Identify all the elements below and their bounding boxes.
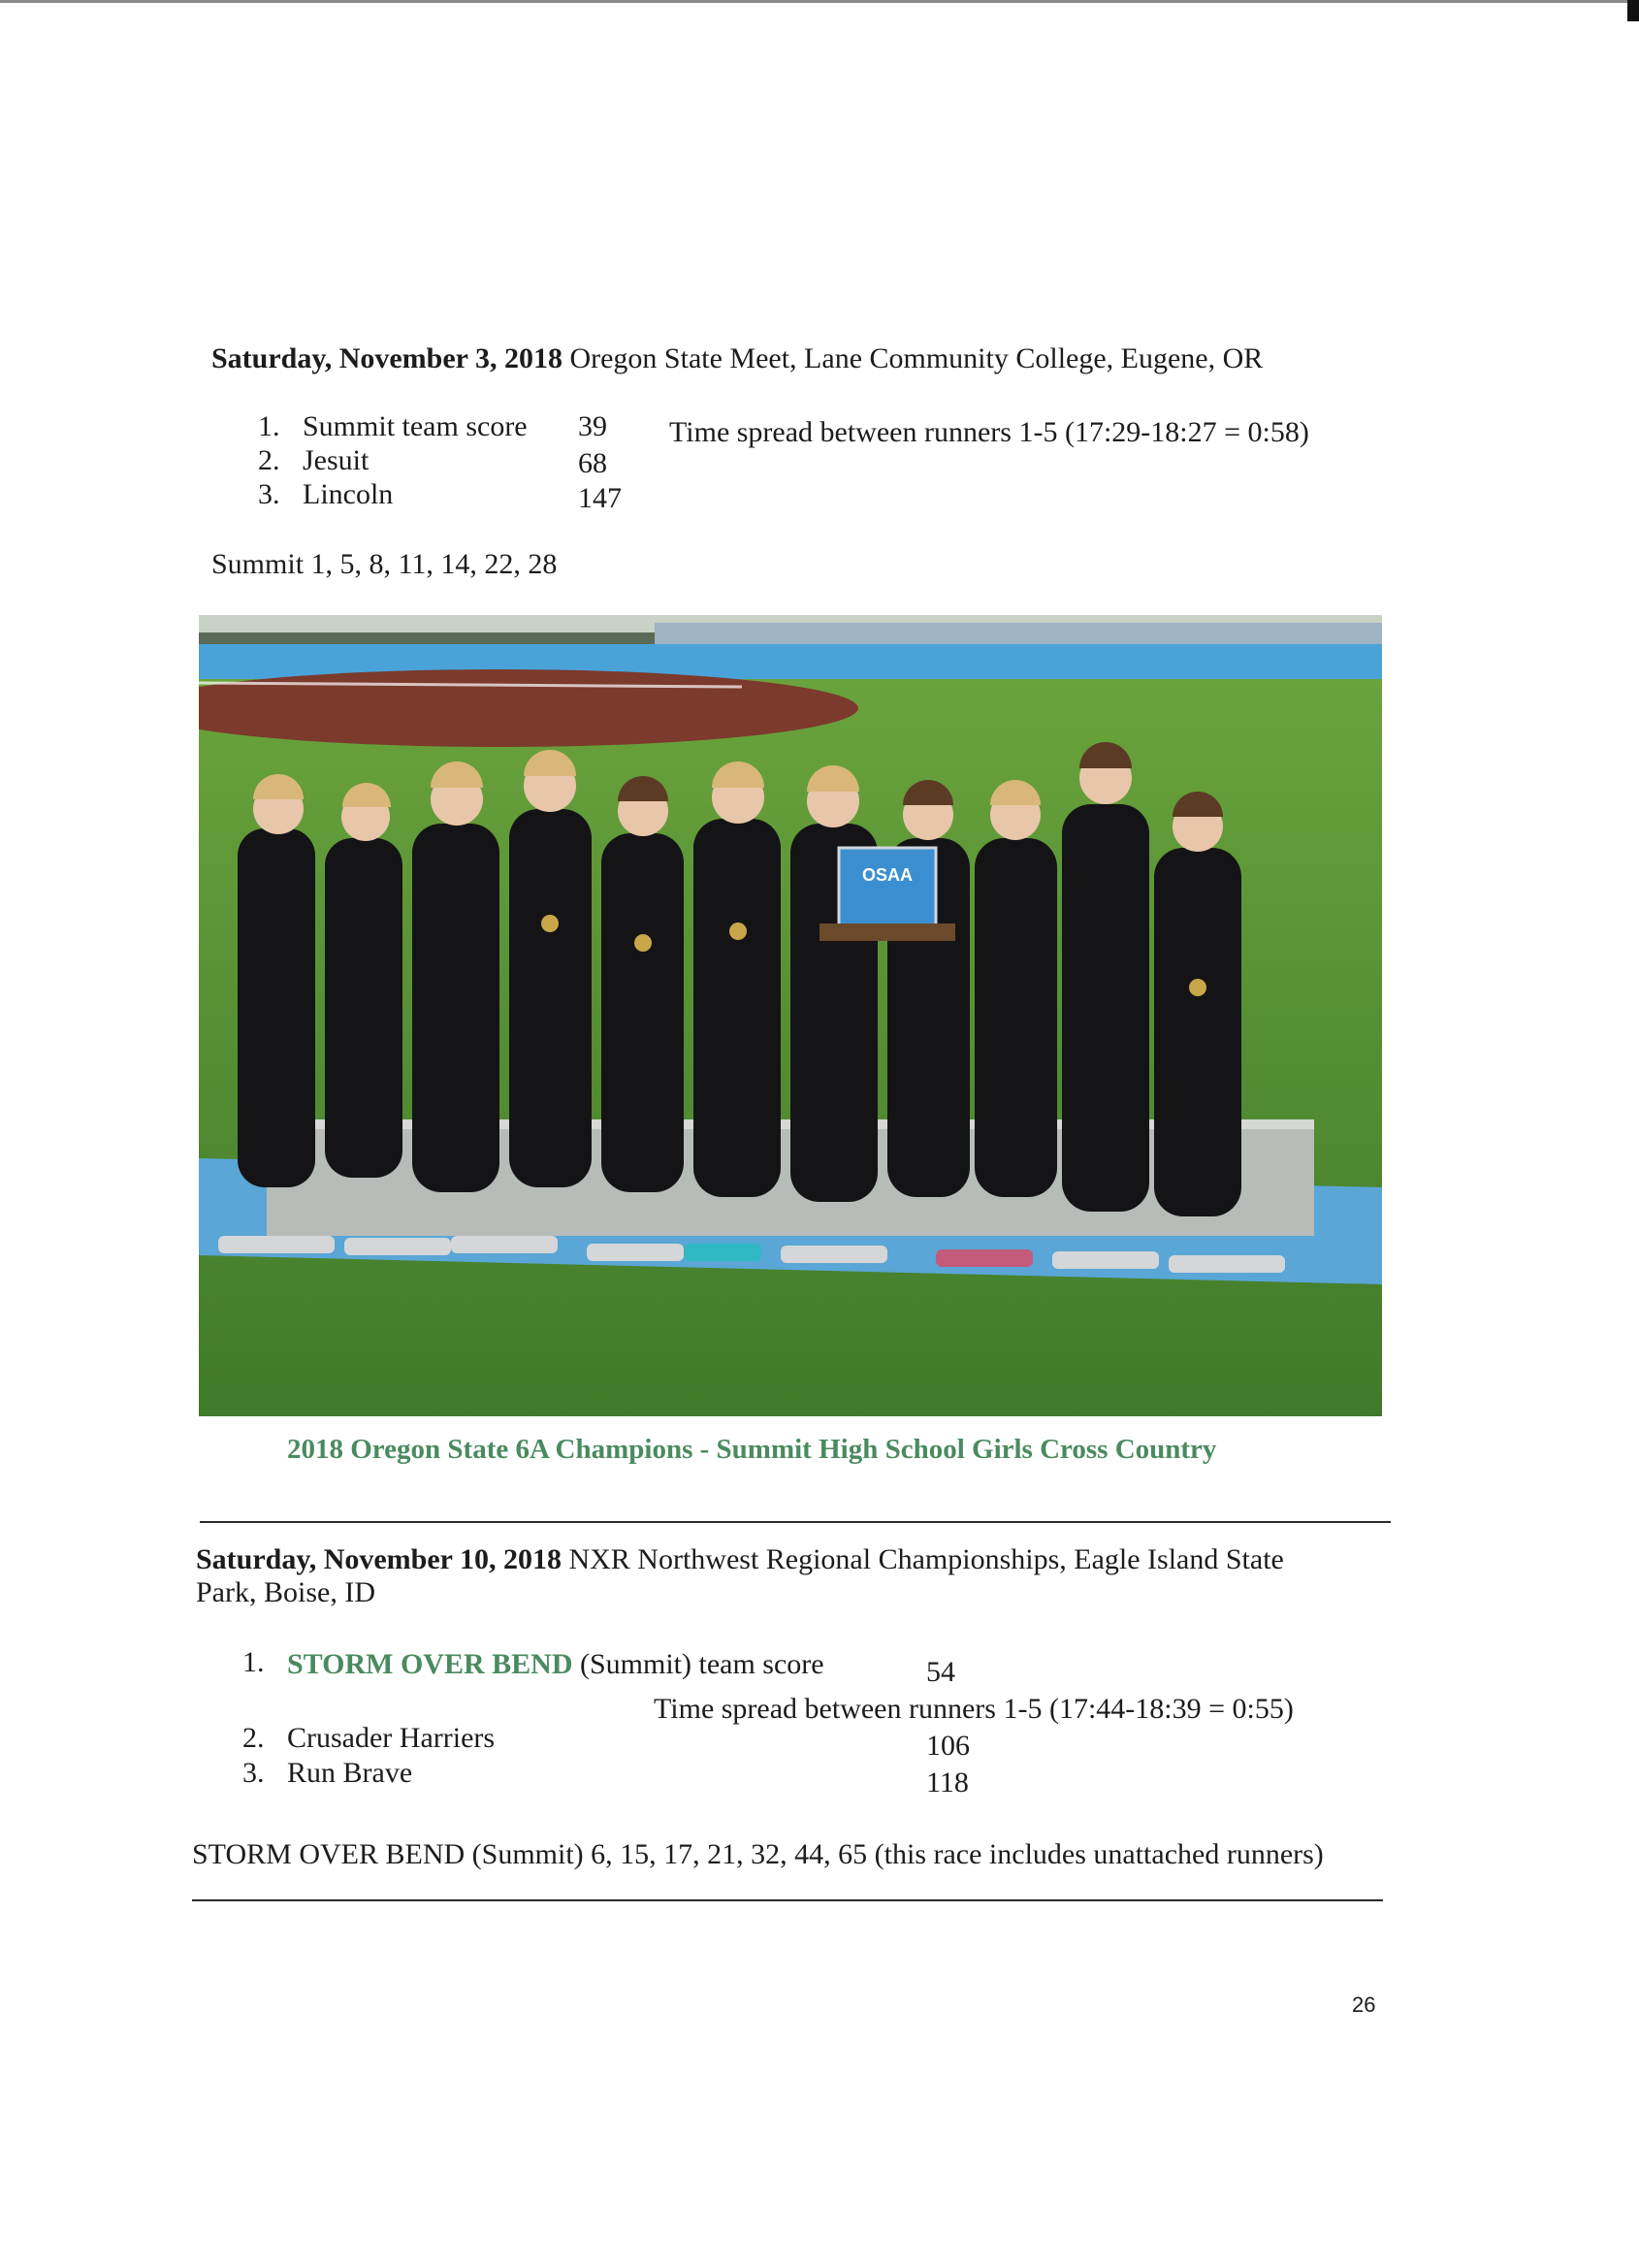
meet2-result-score: 54: [926, 1656, 955, 1688]
meet2-result-num: 3.: [242, 1757, 265, 1789]
meet2-result-score: 118: [926, 1766, 969, 1798]
meet2-team-name: STORM OVER BEND: [287, 1648, 573, 1680]
meet2-heading: [196, 1542, 1284, 1577]
meet2-result-name: Run Brave: [287, 1757, 413, 1789]
meet2-result-name: Crusader Harriers: [287, 1722, 496, 1754]
meet1-result-num: 2.: [258, 444, 280, 476]
meet1-result-name: Jesuit: [303, 444, 370, 476]
meet1-result-num: 3.: [258, 478, 280, 510]
meet1-result-score: 68: [578, 447, 607, 479]
meet2-summit-places: STORM OVER BEND (Summit) 6, 15, 17, 21, 32, 44, 65 (this race includes unattached runners): [192, 1838, 1324, 1870]
scan-corner-mark: [1627, 0, 1639, 21]
meet1-summit-places: Summit 1, 5, 8, 11, 14, 22, 28: [211, 548, 558, 580]
meet2-time-spread: Time spread between runners 1-5 (17:44-18:39 = 0:55): [654, 1693, 1294, 1725]
meet2-event: NXR Northwest Regional Championships, Eagle Island State: [561, 1543, 1284, 1575]
meet1-time-spread: Time spread between runners 1-5 (17:29-18:27 = 0:58): [669, 416, 1309, 448]
meet1-result-score: 147: [578, 482, 622, 514]
team-photo: [199, 615, 1382, 1416]
meet2-team-suffix: (Summit) team score: [572, 1648, 824, 1680]
meet2-result-num: 1.: [242, 1646, 265, 1678]
photo-caption: 2018 Oregon State 6A Champions - Summit High School Girls Cross Country: [287, 1434, 1217, 1465]
meet2-result-num: 2.: [242, 1722, 265, 1754]
scan-top-edge: [0, 0, 1639, 3]
divider-line: [192, 1899, 1383, 1901]
meet1-heading: [211, 341, 1263, 376]
meet1-result-name: Summit team score: [303, 410, 528, 442]
trophy-label: OSAA: [861, 865, 914, 885]
meet2-first-place: [287, 1647, 824, 1682]
meet2-date: Saturday, November 10, 2018: [196, 1543, 562, 1575]
meet1-event: Oregon State Meet, Lane Community College, Eugene, OR: [562, 342, 1264, 374]
meet2-result-score: 106: [926, 1730, 970, 1762]
meet2-event-line2: Park, Boise, ID: [196, 1576, 375, 1608]
meet1-result-score: 39: [578, 410, 607, 442]
meet1-date: Saturday, November 3, 2018: [211, 342, 562, 374]
meet1-result-name: Lincoln: [303, 478, 394, 510]
team-photo-illustration: [199, 615, 1382, 1416]
divider-line: [200, 1521, 1391, 1523]
meet1-result-num: 1.: [258, 410, 280, 442]
page-number: 26: [1352, 1993, 1376, 2017]
